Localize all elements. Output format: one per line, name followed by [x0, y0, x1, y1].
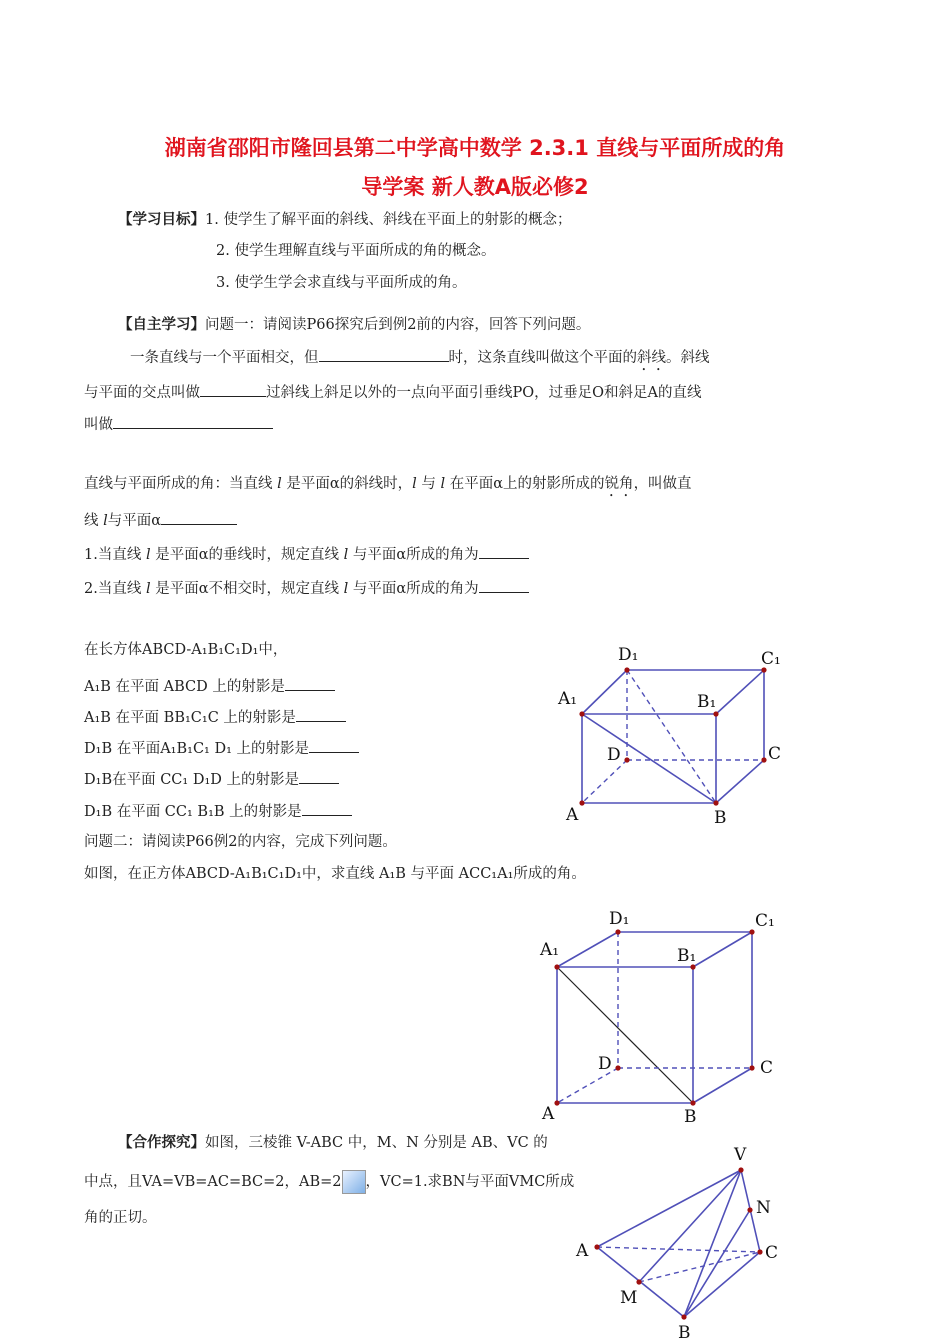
- text-span: ，叫做直: [633, 476, 692, 492]
- document-title-line1: 湖南省邵阳市隆回县第二中学高中数学 2.3.1 直线与平面所成的角: [164, 136, 786, 160]
- explore-label: 【合作探究】: [118, 1134, 205, 1151]
- edge-a-v: [597, 1170, 741, 1247]
- text-span: 如图，三棱锥 V-ABC 中，M、N 分别是 AB、VC 的: [205, 1135, 548, 1151]
- text-span: 中点，且VA=VB=AC=BC=2，AB=2: [84, 1174, 342, 1190]
- label-a: A: [576, 1241, 589, 1261]
- text-span: 是平面α不相交时，规定直线: [150, 581, 344, 597]
- text-span: A₁B 在平面 BB₁C₁C 上的射影是: [84, 710, 296, 726]
- text-span: 与平面的交点叫做: [84, 385, 200, 401]
- label-v: V: [734, 1145, 747, 1165]
- text-span: 。斜线: [666, 350, 710, 366]
- label-d: D: [598, 1054, 612, 1074]
- box-intro: 在长方体ABCD-A₁B₁C₁D₁中，: [84, 642, 288, 658]
- edge-v-m: [639, 1170, 741, 1282]
- point-n: [747, 1207, 752, 1212]
- symbol-l: l: [277, 476, 282, 492]
- text-span: 与平面α所成的角为: [348, 547, 479, 563]
- label-a1: A₁: [558, 689, 578, 709]
- text-span: 时，这条直线叫做这个平面的: [448, 350, 637, 366]
- emphasized-term: 斜线: [637, 350, 666, 366]
- label-b: B: [684, 1107, 697, 1127]
- question1-intro: 问题一：请阅读P66探究后到例2前的内容，回答下列问题。: [205, 317, 591, 333]
- text-span: 与平面α所成的角为: [348, 581, 479, 597]
- symbol-l: l: [343, 581, 349, 597]
- label-c: C: [768, 744, 782, 764]
- text-span: 在平面α上的射影所成的: [445, 476, 605, 492]
- label-b1: B₁: [677, 946, 697, 966]
- edge-v-b: [684, 1170, 741, 1317]
- question2-intro: 问题二：请阅读P66例2的内容，完成下列问题。: [84, 834, 397, 850]
- label-c: C: [760, 1058, 774, 1078]
- label-d1: D₁: [609, 909, 630, 929]
- document-title-line2: 导学案 新人教A版必修2: [361, 175, 589, 199]
- text-span: 过斜线上斜足以外的一点向平面引垂线PO，过垂足O和斜足A的直线: [266, 385, 702, 401]
- vertex-a: [594, 1244, 599, 1249]
- symbol-l: l: [145, 581, 151, 597]
- symbol-l: l: [103, 513, 108, 529]
- text-span: 直线与平面所成的角：当直线: [84, 476, 278, 492]
- label-b: B: [678, 1323, 691, 1343]
- label-n: N: [756, 1198, 771, 1218]
- symbol-l: l: [145, 547, 151, 563]
- text-span: D₁B在平面 CC₁ D₁D 上的射影是: [84, 772, 299, 788]
- text-span: 1.当直线: [84, 547, 146, 563]
- label-a1: A₁: [540, 940, 560, 960]
- objectives-label: 【学习目标】: [118, 211, 205, 228]
- objective-item-1: 1. 使学生了解平面的斜线、斜线在平面上的射影的概念；: [205, 212, 572, 228]
- text-span: A₁B 在平面 ABCD 上的射影是: [84, 679, 285, 695]
- objective-item-2: 2. 使学生理解直线与平面所成的角的概念。: [216, 243, 496, 259]
- text-span: 叫做: [84, 417, 113, 433]
- symbol-l: l: [343, 547, 349, 563]
- label-c: C: [765, 1243, 779, 1263]
- label-b: B: [714, 808, 727, 828]
- text-span: 是平面α的垂线时，规定直线: [150, 547, 344, 563]
- self-study-label: 【自主学习】: [118, 316, 205, 333]
- question2-text: 如图，在正方体ABCD-A₁B₁C₁D₁中，求直线 A₁B 与平面 ACC₁A₁所成的角。: [84, 866, 586, 882]
- label-c1: C₁: [761, 649, 781, 669]
- text-span: D₁B 在平面 CC₁ B₁B 上的射影是: [84, 804, 302, 820]
- segment-b-n: [684, 1210, 750, 1317]
- label-d1: D₁: [618, 645, 639, 665]
- vertex-c: [757, 1249, 762, 1254]
- text-span: 与平面α: [107, 513, 162, 529]
- label-m: M: [620, 1288, 638, 1308]
- text-span: 一条直线与一个平面相交，但: [130, 350, 319, 366]
- vertex-b: [681, 1314, 686, 1319]
- edge-a-c-hidden: [597, 1247, 760, 1252]
- point-m: [636, 1279, 641, 1284]
- objective-item-3: 3. 使学生学会求直线与平面所成的角。: [216, 275, 467, 291]
- explore-row-3: 角的正切。: [84, 1210, 157, 1226]
- text-span: 线: [84, 513, 104, 529]
- label-c1: C₁: [755, 911, 775, 931]
- label-b1: B₁: [697, 692, 717, 712]
- vertex-v: [738, 1167, 743, 1172]
- label-d: D: [607, 745, 621, 765]
- symbol-l: l: [440, 476, 446, 492]
- text-span: 是平面α的斜线时，: [281, 476, 413, 492]
- emphasized-term: 锐角: [604, 476, 634, 492]
- label-a: A: [566, 805, 579, 825]
- text-span: D₁B 在平面A₁B₁C₁ D₁ 上的射影是: [84, 741, 310, 757]
- text-span: ，VC=1.求BN与平面VMC所成: [365, 1174, 575, 1190]
- symbol-l: l: [412, 476, 417, 492]
- text-span: 2.当直线: [84, 581, 146, 597]
- text-span: 与: [416, 476, 441, 492]
- label-a: A: [542, 1104, 555, 1124]
